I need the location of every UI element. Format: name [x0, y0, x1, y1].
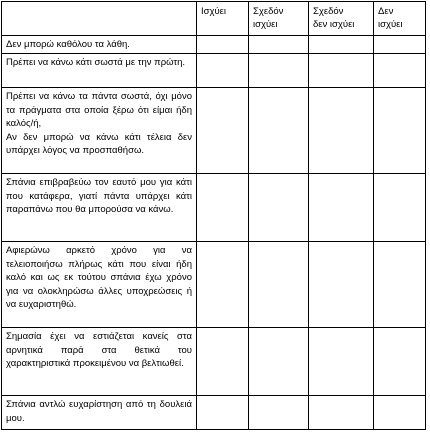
answer-cell-almost-applies[interactable] [249, 242, 309, 328]
answer-cell-almost-not-applies[interactable] [309, 36, 374, 54]
answer-cell-applies[interactable] [197, 88, 249, 174]
statement-text: Αφιερώνω αρκετό χρόνο για να τελειοποιήσω πλήρως κάτι που είναι ήδη καλό και ως εκ τούτου σπάνια έχω χρόνο για να ολοκληρώσω άλλες υποχρεώσεις ή να ευχαριστηθώ. [6, 245, 192, 311]
statement-cell [2, 54, 197, 88]
header-almost-not-applies [309, 2, 374, 36]
header-not-applies [374, 2, 426, 36]
table-row [2, 54, 426, 88]
answer-cell-almost-not-applies[interactable] [309, 396, 374, 430]
statement-cell [2, 88, 197, 174]
answer-cell-not-applies[interactable] [374, 242, 426, 328]
statement-cell [2, 328, 197, 396]
answer-cell-almost-not-applies[interactable] [309, 88, 374, 174]
statement-text: Σπάνια αντλώ ευχαρίστηση από τη δουλειά μου. [6, 399, 192, 424]
table-row [2, 242, 426, 328]
answer-cell-almost-applies[interactable] [249, 174, 309, 242]
statement-text: Πρέπει να κάνω τα πάντα σωστά, όχι μόνο τα πράγματα στα οποία ξέρω ότι είμαι ήδη καλός/ή, Αν δεν μπορώ να κάνω κάτι τέλεια δεν υπάρχει λόγος να προσπαθήσω. [6, 91, 192, 157]
table-row [2, 88, 426, 174]
answer-cell-almost-not-applies[interactable] [309, 242, 374, 328]
table-row [2, 396, 426, 430]
answer-cell-almost-not-applies[interactable] [309, 54, 374, 88]
answer-cell-not-applies[interactable] [374, 54, 426, 88]
answer-cell-not-applies[interactable] [374, 396, 426, 430]
answer-cell-applies[interactable] [197, 396, 249, 430]
survey-table [1, 1, 426, 430]
answer-cell-not-applies[interactable] [374, 36, 426, 54]
answer-cell-almost-applies[interactable] [249, 36, 309, 54]
answer-cell-applies[interactable] [197, 54, 249, 88]
header-applies [197, 2, 249, 36]
answer-cell-almost-not-applies[interactable] [309, 328, 374, 396]
header-statement-cell [2, 2, 197, 36]
statement-cell [2, 242, 197, 328]
header-not-applies-label: Δεν ισχύει [378, 6, 403, 31]
answer-cell-applies[interactable] [197, 36, 249, 54]
answer-cell-applies[interactable] [197, 174, 249, 242]
answer-cell-almost-applies[interactable] [249, 88, 309, 174]
statement-text: Σπάνια επιβραβεύω τον εαυτό μου για κάτι που κατάφερα, γιατί πάντα υπάρχει κάτι παραπάνω που θα μπορούσα να κάνω. [6, 177, 192, 216]
statement-cell [2, 174, 197, 242]
statement-cell [2, 36, 197, 54]
answer-cell-almost-not-applies[interactable] [309, 174, 374, 242]
answer-cell-applies[interactable] [197, 328, 249, 396]
answer-cell-almost-applies[interactable] [249, 54, 309, 88]
answer-cell-not-applies[interactable] [374, 88, 426, 174]
answer-cell-applies[interactable] [197, 242, 249, 328]
table-row [2, 328, 426, 396]
table-row [2, 36, 426, 54]
header-row [2, 2, 426, 36]
answer-cell-not-applies[interactable] [374, 174, 426, 242]
table-row [2, 174, 426, 242]
answer-cell-almost-applies[interactable] [249, 328, 309, 396]
answer-cell-almost-applies[interactable] [249, 396, 309, 430]
header-almost-not-applies-label: Σχεδόν δεν ισχύει [313, 6, 355, 31]
statement-text: Πρέπει να κάνω κάτι σωστά με την πρώτη. [6, 57, 186, 69]
statement-text: Σημασία έχει να εστιάζεται κανείς στα αρνητικά παρά στα θετικά του χαρακτηριστικά προκειμένου να βελτιωθεί. [6, 331, 192, 370]
answer-cell-not-applies[interactable] [374, 328, 426, 396]
header-almost-applies [249, 2, 309, 36]
header-applies-label: Ισχύει [201, 6, 227, 17]
statement-text: Δεν μπορώ καθόλου τα λάθη. [6, 39, 130, 50]
header-almost-applies-label: Σχεδόν ισχύει [253, 6, 284, 31]
statement-cell [2, 396, 197, 430]
